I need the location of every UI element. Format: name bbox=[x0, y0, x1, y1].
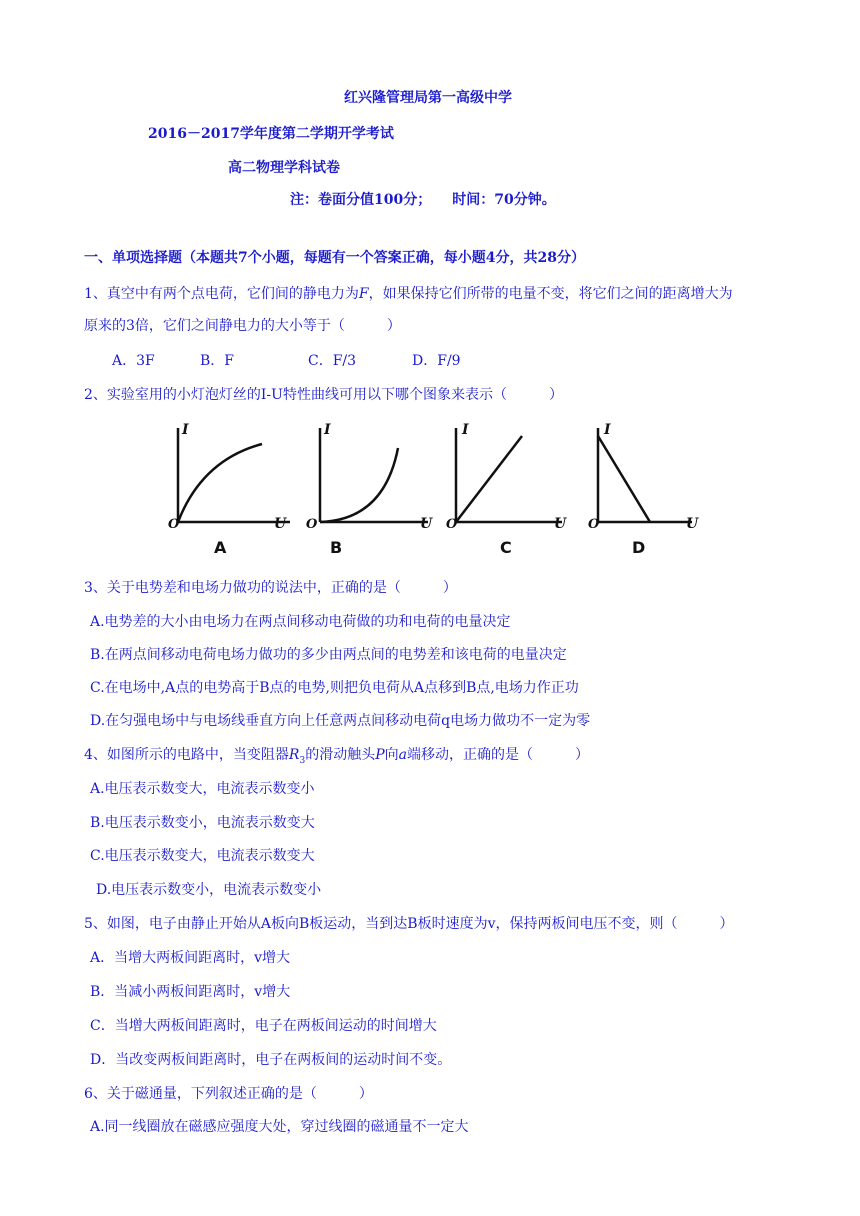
q1-option-c: C．F/3 bbox=[308, 353, 357, 369]
graph-c-y-label: I bbox=[462, 422, 469, 438]
q5-stem: 5、如图，电子由静止开始从A板向B板运动，当到达B板时速度为v，保持两板间电压不变，则（ ） bbox=[84, 916, 734, 932]
q4-stem: 4、如图所示的电路中，当变阻器$R_3$的滑动触头P向a端移动，正确的是（ ） bbox=[84, 747, 589, 766]
graph-c-x-label: U bbox=[554, 516, 567, 530]
q5-option-d: D．当改变两板间距离时，电子在两板间的运动时间不变。 bbox=[90, 1052, 452, 1068]
q5-option-a: A．当增大两板间距离时，v增大 bbox=[90, 950, 291, 966]
graph-b-y-label: I bbox=[324, 422, 331, 438]
q1-option-d: D．F/9 bbox=[412, 353, 461, 369]
section-title: 一、单项选择题（本题共7个小题，每题有一个答案正确，每小题4分，共28分） bbox=[84, 250, 585, 266]
graph-b-x-label: U bbox=[420, 516, 433, 530]
graph-a-plot bbox=[162, 420, 302, 530]
q4-option-d: D.电压表示数变小，电流表示数变小 bbox=[96, 882, 322, 898]
q1-stem-line2: 原来的3倍，它们之间静电力的大小等于（ ） bbox=[84, 318, 401, 334]
graph-b-label: B bbox=[330, 538, 343, 557]
q4-option-c: C.电压表示数变大，电流表示数变大 bbox=[90, 848, 315, 864]
exam-title: 2016－2017学年度第二学期开学考试 bbox=[148, 126, 394, 142]
q5-option-c: C．当增大两板间距离时，电子在两板间运动的时间增大 bbox=[90, 1018, 437, 1034]
q3-stem: 3、关于电势差和电场力做功的说法中，正确的是（ ） bbox=[84, 580, 457, 596]
graph-c-label: C bbox=[500, 538, 512, 557]
graph-d-x-label: U bbox=[686, 516, 699, 530]
q3-option-d: D.在匀强电场中与电场线垂直方向上任意两点间移动电荷q电场力做功不一定为零 bbox=[90, 713, 591, 729]
graph-d-plot bbox=[588, 420, 728, 530]
q4-option-a: A.电压表示数变大，电流表示数变小 bbox=[90, 781, 315, 797]
graph-a-y-label: I bbox=[182, 422, 189, 438]
graph-d-y-label: I bbox=[604, 422, 611, 438]
graph-b-origin: O bbox=[306, 517, 318, 530]
q5-option-b: B．当减小两板间距离时，v增大 bbox=[90, 984, 291, 1000]
q1-stem: 1、真空中有两个点电荷，它们间的静电力为F，如果保持它们所带的电量不变，将它们之间的距离增大为 bbox=[84, 286, 733, 302]
exam-note: 注：卷面分值100分； 时间：70分钟。 bbox=[290, 192, 556, 208]
q6-option-a: A.同一线圈放在磁感应强度大处，穿过线圈的磁通量不一定大 bbox=[90, 1119, 469, 1135]
q3-option-b: B.在两点间移动电荷电场力做功的多少由两点间的电势差和该电荷的电量决定 bbox=[90, 647, 567, 663]
graph-a bbox=[162, 420, 302, 560]
graph-c-line bbox=[456, 436, 522, 522]
graph-d bbox=[588, 420, 728, 560]
q1-option-a: A．3F bbox=[112, 353, 155, 369]
graph-b-curve bbox=[320, 448, 398, 522]
graph-d-label: D bbox=[632, 538, 646, 557]
graph-a-label: A bbox=[214, 538, 227, 557]
graph-a-x-label: U bbox=[274, 516, 287, 530]
graph-c bbox=[446, 420, 586, 560]
graph-d-origin: O bbox=[588, 517, 600, 530]
subject-title: 高二物理学科试卷 bbox=[228, 160, 340, 176]
graph-d-line bbox=[598, 436, 650, 522]
q3-option-a: A.电势差的大小由电场力在两点间移动电荷做的功和电荷的电量决定 bbox=[90, 614, 511, 630]
graph-c-origin: O bbox=[446, 517, 458, 530]
graph-c-plot bbox=[446, 420, 586, 530]
q4-option-b: B.电压表示数变小，电流表示数变大 bbox=[90, 815, 315, 831]
graph-a-curve bbox=[178, 444, 262, 522]
q6-stem: 6、关于磁通量，下列叙述正确的是（ ） bbox=[84, 1086, 373, 1102]
school-name: 红兴隆管理局第一高级中学 bbox=[344, 90, 512, 106]
q3-option-c: C.在电场中,A点的电势高于B点的电势,则把负电荷从A点移到B点,电场力作正功 bbox=[90, 680, 579, 696]
q2-stem: 2、实验室用的小灯泡灯丝的I-U特性曲线可用以下哪个图象来表示（ ） bbox=[84, 387, 563, 403]
graph-a-origin: O bbox=[168, 517, 180, 530]
graph-b-plot bbox=[304, 420, 444, 530]
graph-b bbox=[304, 420, 444, 560]
q1-option-b: B．F bbox=[200, 353, 235, 369]
